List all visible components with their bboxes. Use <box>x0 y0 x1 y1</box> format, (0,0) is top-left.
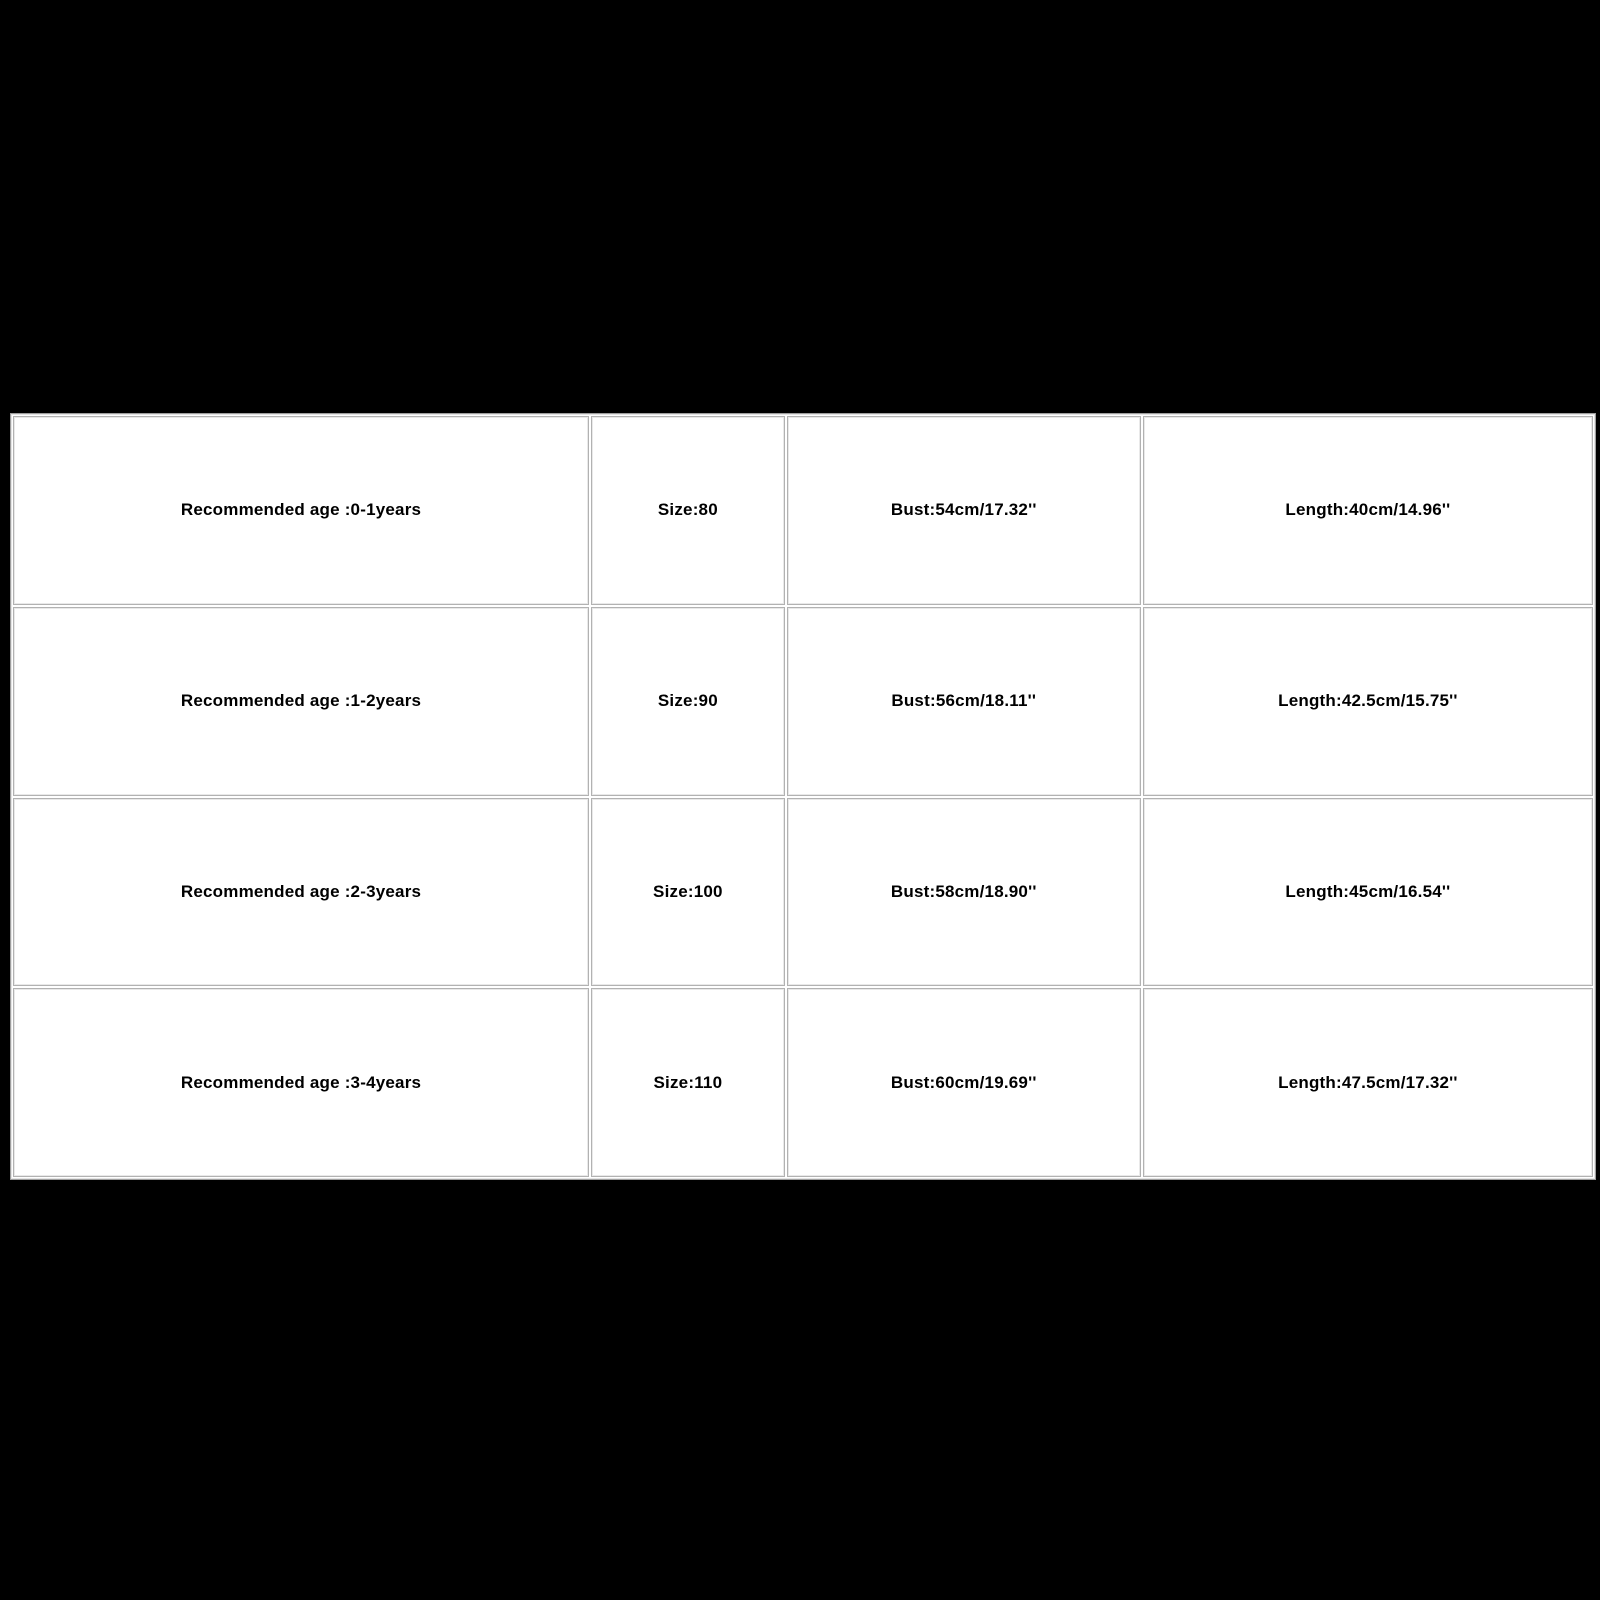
length-cell: Length:45cm/16.54'' <box>1143 798 1593 987</box>
length-cell: Length:42.5cm/15.75'' <box>1143 607 1593 796</box>
size-cell: Size:80 <box>591 416 785 605</box>
bust-cell: Bust:60cm/19.69'' <box>787 988 1141 1177</box>
size-cell: Size:90 <box>591 607 785 796</box>
age-cell: Recommended age :2-3years <box>13 798 589 987</box>
bust-cell: Bust:58cm/18.90'' <box>787 798 1141 987</box>
age-cell: Recommended age :1-2years <box>13 607 589 796</box>
table-row <box>13 607 1593 796</box>
age-cell: Recommended age :3-4years <box>13 988 589 1177</box>
age-cell: Recommended age :0-1years <box>13 416 589 605</box>
bust-cell: Bust:56cm/18.11'' <box>787 607 1141 796</box>
table-row <box>13 416 1593 605</box>
length-cell: Length:47.5cm/17.32'' <box>1143 988 1593 1177</box>
size-cell: Size:110 <box>591 988 785 1177</box>
table-row <box>13 798 1593 987</box>
length-cell: Length:40cm/14.96'' <box>1143 416 1593 605</box>
table-row <box>13 988 1593 1177</box>
size-chart-table <box>10 413 1596 1180</box>
size-chart-container <box>10 413 1596 1180</box>
size-cell: Size:100 <box>591 798 785 987</box>
bust-cell: Bust:54cm/17.32'' <box>787 416 1141 605</box>
